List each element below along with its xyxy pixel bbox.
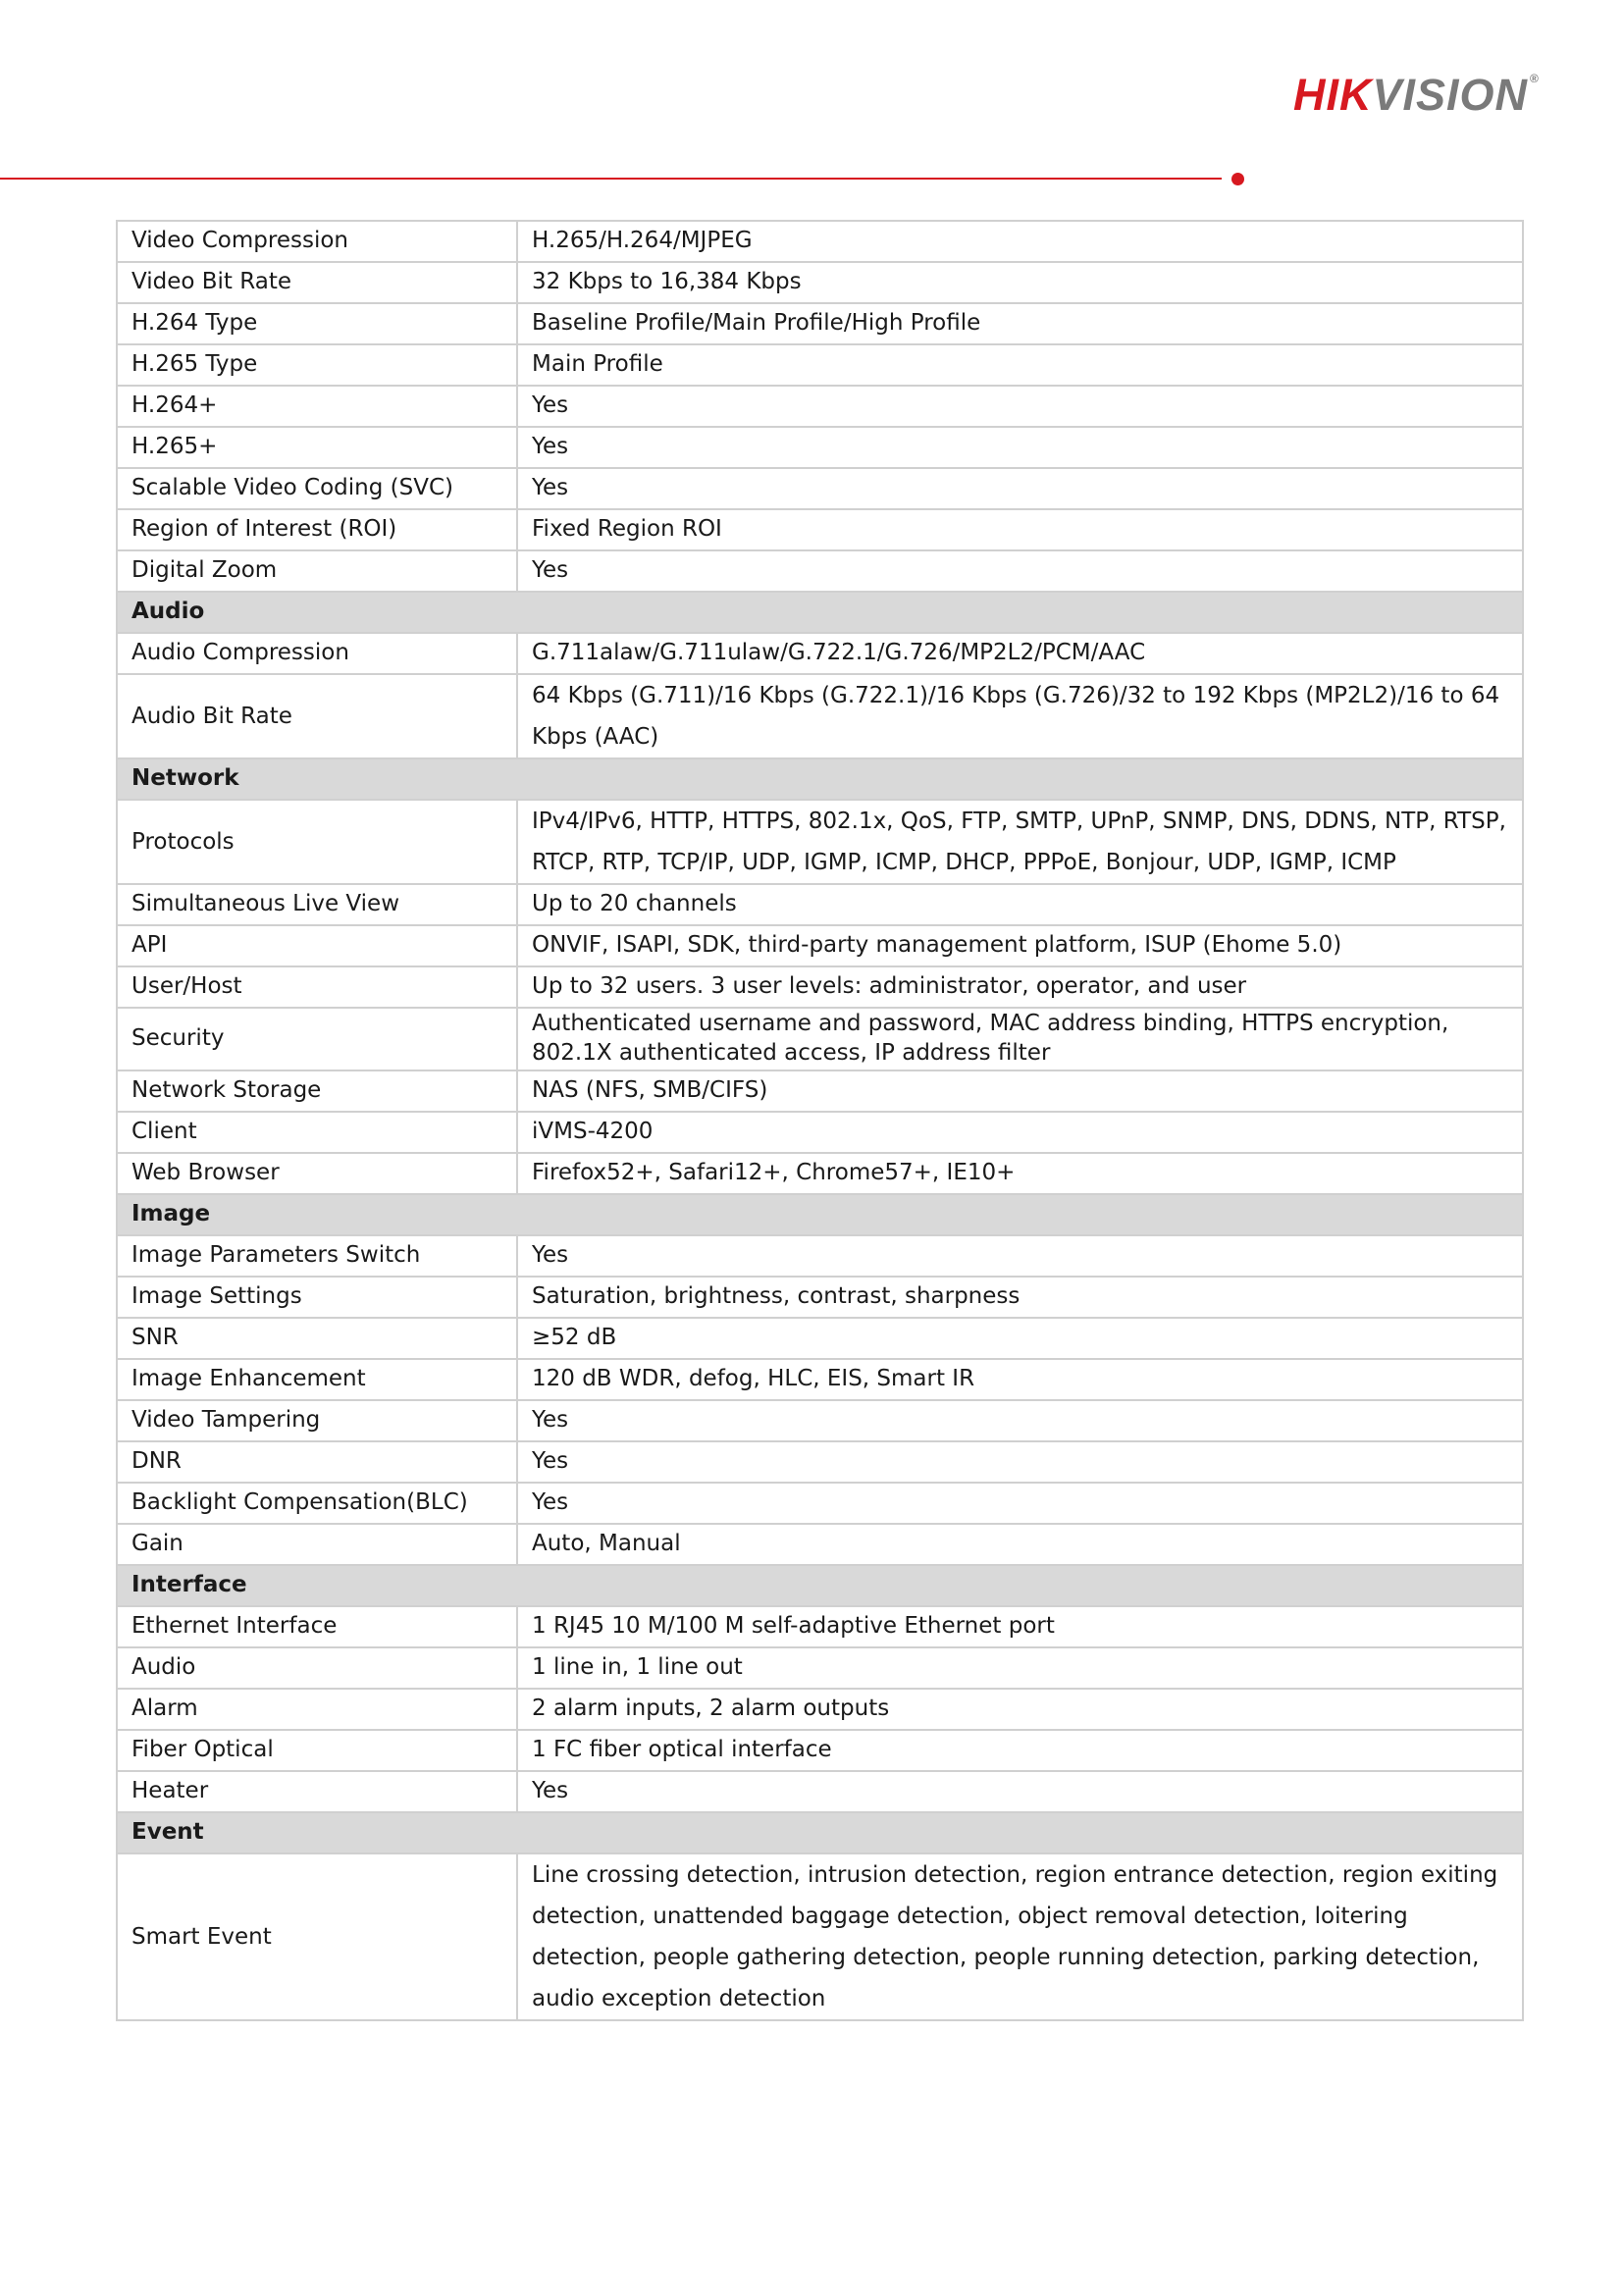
spec-value: 32 Kbps to 16,384 Kbps	[517, 262, 1523, 303]
section-title: Audio	[117, 592, 1523, 633]
section-header-audio	[117, 592, 1523, 633]
spec-label: Scalable Video Coding (SVC)	[117, 468, 517, 509]
spec-row	[117, 303, 1523, 344]
hikvision-logo	[1293, 70, 1540, 120]
spec-value: IPv4/IPv6, HTTP, HTTPS, 802.1x, QoS, FTP, SMTP, UPnP, SNMP, DNS, DDNS, NTP, RTSP, RTCP, RTP, TCP/IP, UDP, IGMP, ICMP, DHCP, PPPoE, Bonjour, UDP, IGMP, ICMP	[517, 800, 1523, 884]
spec-label: Audio Compression	[117, 633, 517, 674]
spec-row	[117, 884, 1523, 925]
spec-value: Line crossing detection, intrusion detection, region entrance detection, region exiting detection, unattended baggage detection, object removal detection, loitering detection, people gathering detection, people running detection, parking detection, audio exception detection	[517, 1853, 1523, 2020]
spec-label: Alarm	[117, 1689, 517, 1730]
spec-value: Fixed Region ROI	[517, 509, 1523, 550]
spec-value: 1 RJ45 10 M/100 M self-adaptive Ethernet port	[517, 1606, 1523, 1647]
spec-row	[117, 1318, 1523, 1359]
spec-label: Web Browser	[117, 1153, 517, 1194]
section-header-image	[117, 1194, 1523, 1235]
spec-row	[117, 1853, 1523, 2020]
spec-value: Firefox52+, Safari12+, Chrome57+, IE10+	[517, 1153, 1523, 1194]
spec-label: Backlight Compensation(BLC)	[117, 1483, 517, 1524]
spec-value: 64 Kbps (G.711)/16 Kbps (G.722.1)/16 Kbps (G.726)/32 to 192 Kbps (MP2L2)/16 to 64 Kbps (AAC)	[517, 674, 1523, 758]
spec-row	[117, 925, 1523, 966]
spec-label: Fiber Optical	[117, 1730, 517, 1771]
spec-row	[117, 1008, 1523, 1070]
spec-row	[117, 1070, 1523, 1112]
spec-table	[116, 220, 1524, 2021]
spec-label: Video Compression	[117, 221, 517, 262]
spec-label: H.265+	[117, 427, 517, 468]
spec-value: H.265/H.264/MJPEG	[517, 221, 1523, 262]
spec-value: Yes	[517, 550, 1523, 592]
spec-row	[117, 509, 1523, 550]
spec-label: Region of Interest (ROI)	[117, 509, 517, 550]
spec-label: Ethernet Interface	[117, 1606, 517, 1647]
spec-value: ONVIF, ISAPI, SDK, third-party management platform, ISUP (Ehome 5.0)	[517, 925, 1523, 966]
spec-label: Gain	[117, 1524, 517, 1565]
spec-value: Saturation, brightness, contrast, sharpness	[517, 1277, 1523, 1318]
header-rule-dot	[1231, 173, 1244, 185]
section-header-event	[117, 1812, 1523, 1853]
spec-row	[117, 468, 1523, 509]
spec-row	[117, 1441, 1523, 1483]
spec-label: Heater	[117, 1771, 517, 1812]
spec-value: Up to 32 users. 3 user levels: administrator, operator, and user	[517, 966, 1523, 1008]
section-title: Image	[117, 1194, 1523, 1235]
spec-row	[117, 966, 1523, 1008]
spec-value: Auto, Manual	[517, 1524, 1523, 1565]
section-title: Network	[117, 758, 1523, 800]
spec-value: 120 dB WDR, defog, HLC, EIS, Smart IR	[517, 1359, 1523, 1400]
spec-label: API	[117, 925, 517, 966]
spec-label: User/Host	[117, 966, 517, 1008]
spec-value: Baseline Profile/Main Profile/High Profile	[517, 303, 1523, 344]
spec-label: Video Bit Rate	[117, 262, 517, 303]
spec-row	[117, 344, 1523, 386]
spec-label: Security	[117, 1008, 517, 1070]
spec-row	[117, 1771, 1523, 1812]
logo-text-secondary: VISION	[1372, 70, 1529, 120]
spec-row	[117, 1730, 1523, 1771]
spec-row	[117, 262, 1523, 303]
spec-row	[117, 1112, 1523, 1153]
logo-registered-mark: ®	[1530, 72, 1540, 85]
spec-value: Yes	[517, 1483, 1523, 1524]
logo-text-main: HIK	[1293, 70, 1373, 120]
spec-value: Yes	[517, 1771, 1523, 1812]
spec-label: Video Tampering	[117, 1400, 517, 1441]
section-header-network	[117, 758, 1523, 800]
spec-label: H.264+	[117, 386, 517, 427]
spec-value: ≥52 dB	[517, 1318, 1523, 1359]
spec-label: Digital Zoom	[117, 550, 517, 592]
spec-value: Yes	[517, 1400, 1523, 1441]
spec-label: H.265 Type	[117, 344, 517, 386]
spec-value: 1 FC fiber optical interface	[517, 1730, 1523, 1771]
spec-row	[117, 1647, 1523, 1689]
spec-row	[117, 427, 1523, 468]
spec-label: Client	[117, 1112, 517, 1153]
spec-row	[117, 1483, 1523, 1524]
spec-row	[117, 221, 1523, 262]
spec-value: Yes	[517, 468, 1523, 509]
spec-label: Image Settings	[117, 1277, 517, 1318]
spec-value: NAS (NFS, SMB/CIFS)	[517, 1070, 1523, 1112]
spec-row	[117, 800, 1523, 884]
spec-row	[117, 1277, 1523, 1318]
spec-label: Smart Event	[117, 1853, 517, 2020]
spec-row	[117, 633, 1523, 674]
spec-label: Network Storage	[117, 1070, 517, 1112]
spec-row	[117, 1235, 1523, 1277]
section-header-interface	[117, 1565, 1523, 1606]
spec-label: SNR	[117, 1318, 517, 1359]
spec-value: Yes	[517, 1441, 1523, 1483]
spec-value: Authenticated username and password, MAC address binding, HTTPS encryption, 802.1X authenticated access, IP address filter	[517, 1008, 1523, 1070]
spec-row	[117, 1606, 1523, 1647]
spec-value: G.711alaw/G.711ulaw/G.722.1/G.726/MP2L2/PCM/AAC	[517, 633, 1523, 674]
spec-value: Yes	[517, 427, 1523, 468]
spec-value: Yes	[517, 1235, 1523, 1277]
spec-label: Simultaneous Live View	[117, 884, 517, 925]
spec-value: 1 line in, 1 line out	[517, 1647, 1523, 1689]
spec-row	[117, 674, 1523, 758]
header-rule	[0, 178, 1222, 180]
spec-label: Audio	[117, 1647, 517, 1689]
spec-value: Up to 20 channels	[517, 884, 1523, 925]
spec-row	[117, 1153, 1523, 1194]
spec-label: DNR	[117, 1441, 517, 1483]
spec-row	[117, 386, 1523, 427]
spec-row	[117, 1689, 1523, 1730]
spec-label: Image Parameters Switch	[117, 1235, 517, 1277]
spec-label: Audio Bit Rate	[117, 674, 517, 758]
spec-row	[117, 550, 1523, 592]
spec-row	[117, 1524, 1523, 1565]
spec-row	[117, 1359, 1523, 1400]
spec-value: Main Profile	[517, 344, 1523, 386]
spec-label: Protocols	[117, 800, 517, 884]
spec-row	[117, 1400, 1523, 1441]
spec-label: H.264 Type	[117, 303, 517, 344]
spec-value: Yes	[517, 386, 1523, 427]
spec-value: iVMS-4200	[517, 1112, 1523, 1153]
spec-label: Image Enhancement	[117, 1359, 517, 1400]
spec-value: 2 alarm inputs, 2 alarm outputs	[517, 1689, 1523, 1730]
section-title: Interface	[117, 1565, 1523, 1606]
section-title: Event	[117, 1812, 1523, 1853]
